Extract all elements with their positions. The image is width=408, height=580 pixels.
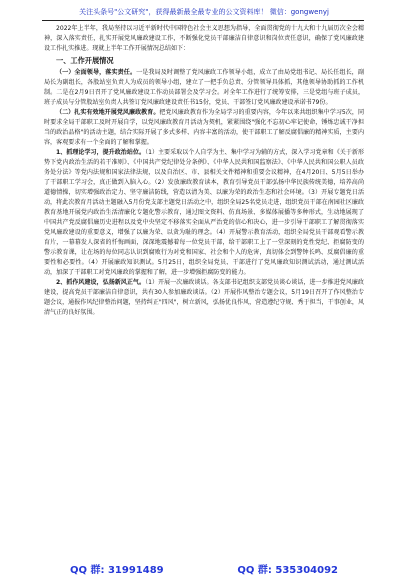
paragraph-education: [44, 108, 364, 148]
footer: [70, 561, 338, 576]
paragraph-work-style: [44, 278, 364, 318]
paragraph-text: （1）开展一次廉政谈话。各支部书记组织支部党员谈心谈话，进一步推进党风廉政建设，提高党员干部廉洁自律意识，共有30人参加廉政谈话。（2）开展作风整治专题会议，5月19日召开了作风整治专题会议，通报作风纪律整治问题，坚持纠正"四风"，树立新风，弘扬优良作风，营造遵纪守规、秀于担当，干事创业，风清气正的良好氛围。: [44, 279, 364, 316]
paragraph-text: （1）主要采取以个人自学为主、集中学习为辅的方式，深入学习党章和《关于新形势下党内政治生活的若干准则》、《中国共产党纪律处分条例》、《中华人民共和国监察法》、《中华人民共和国公职人员政务处分法》等党内法规和国家法律法规，以及自治区、市、县相关文件精神和重要会议精神，在4月20日、5月5日举办了干部职工学习会，真正做到入脑入心。（2）发放廉政教育读本，教育引导党员干部弘扬中华民族传统美德，培养高尚道德情操，切实增强政治定力、坚守廉洁防线，营造以清为美、以廉为荣的政治生态和社会环境。（3）开展专题党日活动，将此次教育月活动主题融入5月份党支部主题党日活动之中，组织全局25名党员走进，组织党员干部在南园社区廉政教育基地开展党内政治生活清廉化专题化警示教育，通过图文资料、仿真场景、多媒体展播等多种形式，生动地展现了中国共产党反腐倡廉历史进程以及党中央坚定不移落实全面从严治党的信心和决心，进一步引导干部职工了解贯彻落实党风廉政建设的重要意义，增强了以廉为荣、以贪为耻的理念。（4）开展警示教育活动，组织全局党员干部观看警示教育片，一幕幕发人深省的忏悔画面，深深地震撼着每一位党员干部，给干部职工上了一堂深刻的党性党纪、拒腐防变的警示教育课，让在场的每位同志认识到腐败行为对党和国家、社会和个人的危害，真切体会到警钟长鸣、反腐倡廉的重要性和必要性。（4）开展廉政知识测试。5月25日，组织全局党员、干部进行了党风廉政知识测试活动，通过测试活动，加深了干部职工对党风廉政的掌握和了解，进一步增强拒腐防变的能力。: [44, 149, 364, 276]
paragraph-lead: 1、抓理论学习，提升政治站位。: [56, 149, 146, 156]
section-heading: 一、工作开展情况: [56, 56, 114, 65]
paragraph-text: 把党风廉政教育作为全局学习的重要内容，今年以来共组织集中学习5次，同时要求全局干部职工及时开展自学，以党风廉政教育月活动为契机，紧紧围绕"强化不忘初心牢记使命，锤炼忠诚干净担当的政治品格"的活动主题，结合实际开展了多式多样、内容丰富的活动，使干部职工了解反腐倡廉的精神实质，主要内容，客观要求有一个全面的了解和掌握。: [44, 109, 365, 146]
paragraph-lead: 2、抓作风建设，弘扬新风正气。: [56, 279, 146, 286]
intro-paragraph: 2022年上半年，我局坚持以习近平新时代中国特色社会主义思想为指导，全面贯彻党的十九大和十九届历次全会精神，深入落实责任，扎实开展党风廉政建设工作，不断强化党员干部廉洁自律意识和岗位责任意识，确保了党风廉政建设工作扎实推进。现就上半年工作开展情况总结如下：: [44, 25, 364, 52]
footer-qq-group-left: QQ 群: 31991489: [70, 565, 164, 576]
paragraph-lead: （一）全面领导，落实责任。: [56, 69, 137, 76]
header-banner[interactable]: 关注头条号"公文研究"，获得最新最全最专业的公文资料库！ 微信：gongwenyj: [79, 8, 329, 16]
footer-qq-group-right: QQ 群: 535304092: [237, 565, 338, 576]
paragraph-text: 一是我局及时调整了党风廉政工作领导小组，成立了由局党组书记、局长任组长，副局长为副组长，各股站室负责人为成员的领导小组，建立了一把手负总责、分管领导具体抓，其他领导协助抓的工作机制。二是在2月9日召开了党风廉政建设工作动员部署会及学习会。对全年工作进行了统筹安排，三是党组与班子成员，班子成员与分管股站室负责人共签订党风廉政建设责任书15份，党员、干部签订党风廉政建设承诺书79份。: [44, 69, 364, 106]
paragraph-leadership: [44, 68, 364, 108]
paragraph-lead: （二）扎实有效地开展党风廉政教育。: [56, 109, 160, 116]
paragraph-theory-study: [44, 148, 364, 278]
header-divider: [42, 20, 364, 21]
document-body: [44, 24, 364, 318]
